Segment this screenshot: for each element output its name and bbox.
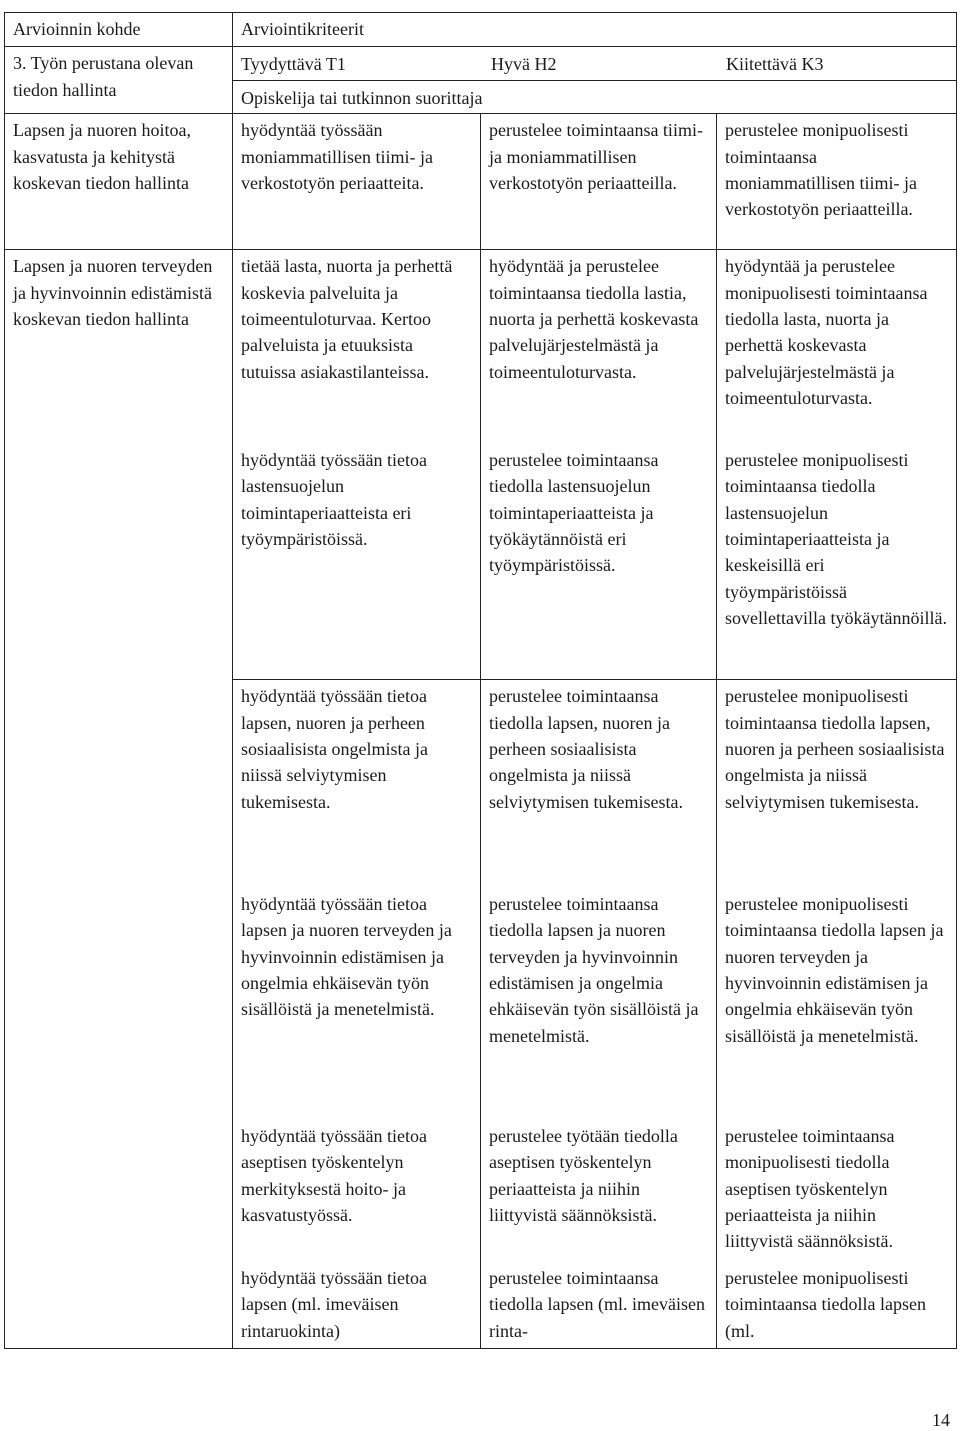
h2-cell: perustelee toimintaansa tiedolla lapsen (ml. imeväisen rinta- [481,1262,717,1349]
criteria-row-1 [5,114,957,250]
level-h2-label: Hyvä H2 [491,54,557,75]
k3-cell: perustelee monipuolisesti toimintaansa tiedolla lapsen, nuoren ja perheen sosiaalisista ongelmista ja niissä selviytymisen tukemisesta. [717,680,957,888]
t1-cell: hyödyntää työssään tietoa lapsen (ml. imeväisen rintaruokinta) [233,1262,481,1349]
level-t1-label: Tyydyttävä T1 [241,54,346,75]
levels-header [233,47,957,80]
criteria-column-header: Arviointikriteerit [233,13,957,47]
h2-cell: perustelee toimintaansa tiimi- ja moniammatillisen verkostotyön periaatteilla. [481,114,717,250]
k3-cell: hyödyntää ja perustelee monipuolisesti toimintaansa tiedolla lasta, nuorta ja perhettä koskevasta palvelujärjestelmästä ja toimeentuloturvasta. [717,250,957,444]
subject-label: Opiskelija tai tutkinnon suorittaja [233,80,957,113]
t1-cell: hyödyntää työssään tietoa lapsen, nuoren ja perheen sosiaalisista ongelmista ja niissä selviytymisen tukemisesta. [233,680,481,888]
criteria-row-2 [5,250,957,444]
h2-cell: hyödyntää ja perustelee toimintaansa tiedolla lastia, nuorta ja perhettä koskevasta palvelujärjestelmästä ja toimeentuloturvasta. [481,250,717,444]
k3-cell: perustelee monipuolisesti toimintaansa tiedolla lastensuojelun toimintaperiaatteista ja keskeisillä eri työympäristöissä sovellettavilla työkäytännöillä. [717,444,957,680]
header-row-2 [5,47,957,80]
k3-cell: perustelee monipuolisesti toimintaansa tiedolla lapsen (ml. [717,1262,957,1349]
t1-cell: hyödyntää työssään moniammatillisen tiimi- ja verkostotyön periaatteita. [233,114,481,250]
h2-cell: perustelee työtään tiedolla aseptisen työskentelyn periaatteista ja niihin liittyvistä säännöksistä. [481,1120,717,1262]
h2-cell: perustelee toimintaansa tiedolla lapsen ja nuoren terveyden ja hyvinvoinnin edistämisen ja ongelmia ehkäisevän työn sisällöistä ja menetelmistä. [481,888,717,1120]
section-title: 3. Työn perustana olevan tiedon hallinta [5,47,233,114]
t1-cell: hyödyntää työssään tietoa lapsen ja nuoren terveyden ja hyvinvoinnin edistämisen ja ongelmia ehkäisevän työn sisällöistä ja menetelmistä. [233,888,481,1120]
h2-cell: perustelee toimintaansa tiedolla lastensuojelun toimintaperiaatteista ja työkäytännöistä eri työympäristöissä. [481,444,717,680]
t1-cell: hyödyntää työssään tietoa aseptisen työskentelyn merkityksestä hoito- ja kasvatustyössä. [233,1120,481,1262]
h2-cell: perustelee toimintaansa tiedolla lapsen, nuoren ja perheen sosiaalisista ongelmista ja niissä selviytymisen tukemisesta. [481,680,717,888]
target-cell: Lapsen ja nuoren hoitoa, kasvatusta ja kehitystä koskevan tiedon hallinta [5,114,233,250]
k3-cell: perustelee toimintaansa monipuolisesti tiedolla aseptisen työskentelyn periaatteista ja niihin liittyvistä säännöksistä. [717,1120,957,1262]
k3-cell: perustelee monipuolisesti toimintaansa moniammatillisen tiimi- ja verkostotyön periaatteilla. [717,114,957,250]
k3-cell: perustelee monipuolisesti toimintaansa tiedolla lapsen ja nuoren terveyden ja hyvinvoinnin edistämisen ja ongelmia ehkäisevän työn sisällöistä ja menetelmistä. [717,888,957,1120]
target-column-header: Arvioinnin kohde [5,13,233,47]
t1-cell: tietää lasta, nuorta ja perhettä koskevia palveluita ja toimeentuloturvaa. Kertoo palveluista ja etuuksista tutuissa asiakastilanteissa. [233,250,481,444]
page-number: 14 [932,1410,950,1430]
target-cell: Lapsen ja nuoren terveyden ja hyvinvoinnin edistämistä koskevan tiedon hallinta [5,250,233,1349]
level-k3-label: Kiitettävä K3 [726,54,824,75]
assessment-criteria-table [4,12,957,1349]
header-row-1 [5,13,957,47]
t1-cell: hyödyntää työssään tietoa lastensuojelun toimintaperiaatteista eri työympäristöissä. [233,444,481,680]
